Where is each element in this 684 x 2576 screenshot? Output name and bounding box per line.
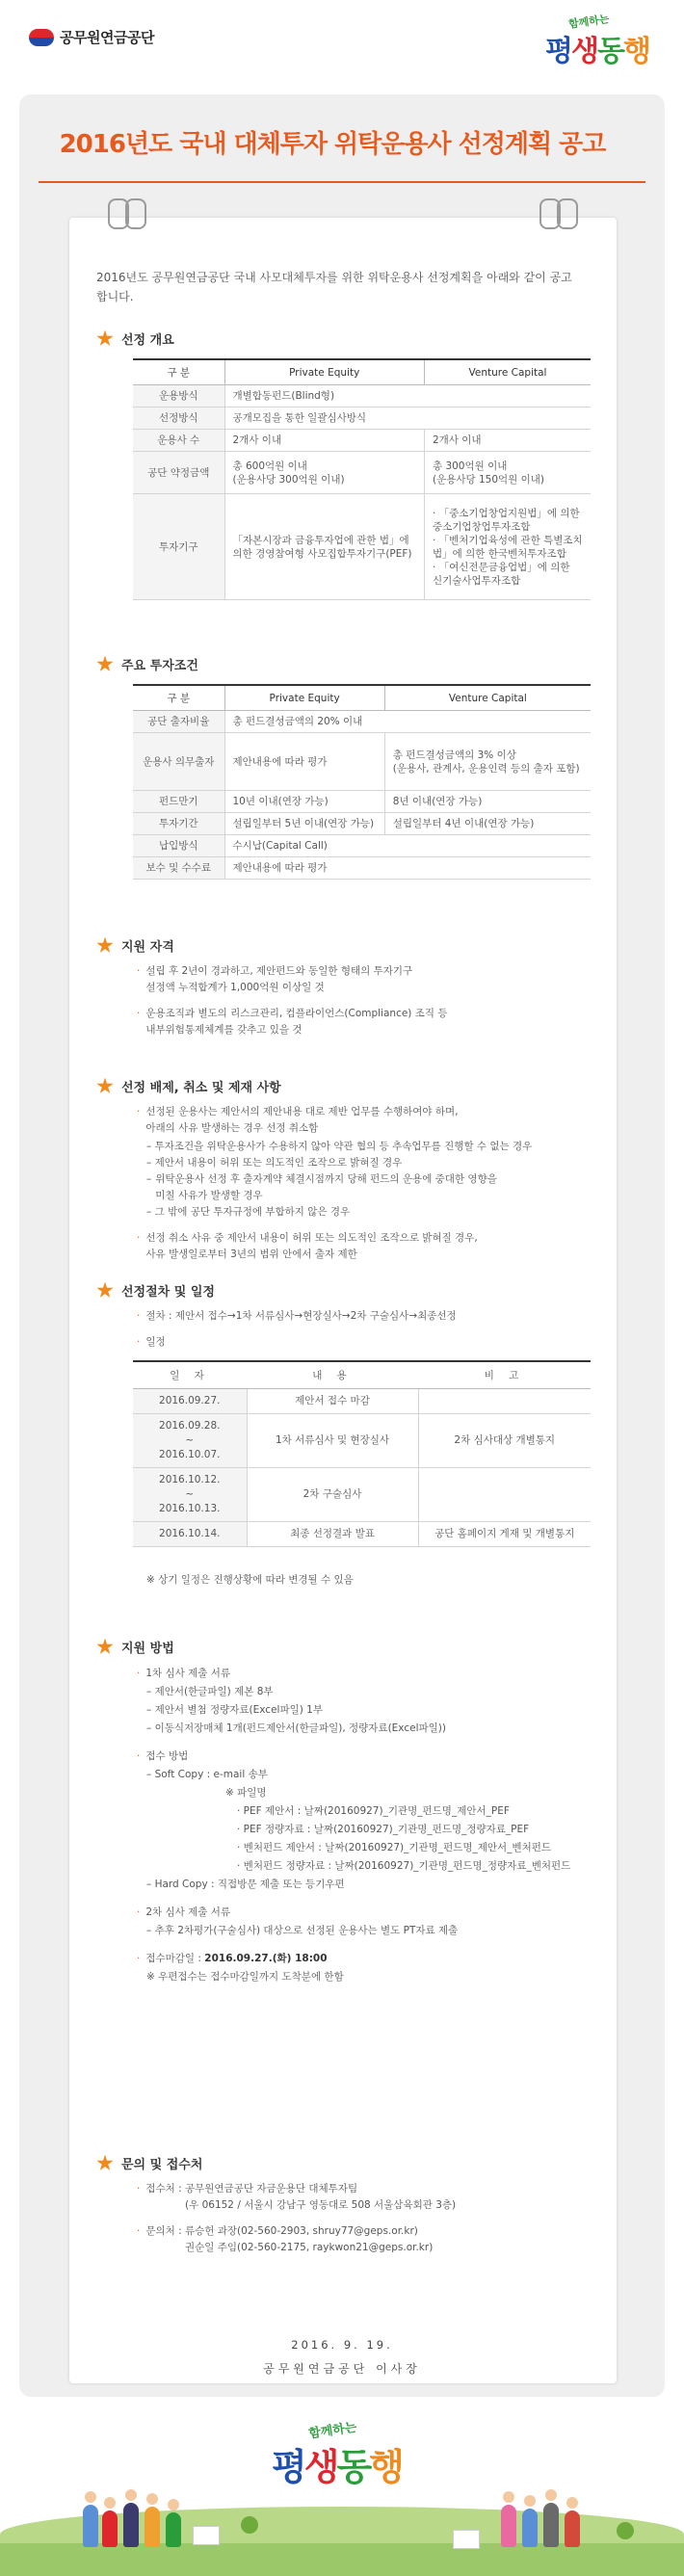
list-item: 권순일 주임(02-560-2175, raykwon21@geps.or.kr) (185, 2242, 434, 2253)
table-row: 투자기구 「자본시장과 금융투자업에 관한 법」에 의한 경영참여형 사모집합투자기구(PEF) · 「중소기업창업지원법」에 의한 중소기업창업투자조합 · 「벤처기업육성에 관한 특별조치법」에 의한 한국벤처투자조합 · 「여신전문금융업법」에 의한 신기술사업투자조합 (133, 494, 591, 600)
person-figure-icon (522, 2509, 538, 2547)
title-underline (39, 181, 645, 183)
list-item: · 벤처펀드 제안서 : 날짜(20160927)_기관명_펀드명_제안서_벤처펀드 (237, 1842, 552, 1853)
page-title: 2016년도 국내 대체투자 위탁운용사 선정계획 공고 (59, 130, 606, 159)
list-item: ※ 우편접수는 접수마감일까지 도착분에 한함 (146, 1971, 344, 1983)
table-row: 운용사 수 2개사 이내 2개사 이내 (133, 430, 591, 452)
list-item: · 접수 방법 (137, 1750, 189, 1762)
taegeuk-logo-icon (29, 29, 54, 46)
list-item: – 제안서 내용이 허위 또는 의도적인 조작으로 밝혀질 경우 (146, 1157, 403, 1169)
person-figure-icon (102, 2510, 118, 2547)
tree-icon (617, 2522, 634, 2539)
binder-ring-icon (125, 198, 146, 229)
list-item: · PEF 정량자료 : 날짜(20160927)_기관명_펀드명_정량자료_PEF (237, 1824, 530, 1835)
person-figure-icon (501, 2505, 516, 2547)
table-header: 구 분 (133, 685, 224, 711)
table-header: 구 분 (133, 359, 224, 385)
footer-brand-logo: 함께하는 평생동행 (272, 2420, 402, 2488)
schedule-table (133, 1360, 591, 1547)
list-item: – 제안서(한글파일) 제본 8부 (146, 1686, 274, 1697)
procedure-step: · 절차 : 제안서 접수→1차 서류심사→현장실사→2차 구술심사→최종선정 · 일정 (137, 1310, 457, 1348)
list-item: – 추후 2차평가(구술심사) 대상으로 선정된 운용사는 별도 PT자료 제출 (146, 1925, 459, 1936)
notice-date: 2016. 9. 19. (291, 2338, 393, 2352)
terms-table (133, 684, 591, 880)
header (0, 0, 684, 91)
list-item: – 위탁운용사 선정 후 출자계약 체결시점까지 당해 펀드의 운용에 중대한 영향을 미칠 사유가 발생할 경우 (146, 1173, 497, 1201)
table-row: 보수 및 수수료 제안내용에 따라 평가 (133, 857, 591, 880)
list-item: · 접수처 : 공무원연금공단 자금운용단 대체투자팀 (137, 2183, 358, 2195)
qualification-list (137, 963, 590, 1038)
brand-slogan-logo: 함께하는 평생동행 (545, 13, 649, 68)
star-bullet-icon (96, 1639, 114, 1656)
list-item: · 2차 심사 제출 서류 (137, 1906, 231, 1918)
list-item: – 제안서 별첨 정량자료(Excel파일) 1부 (146, 1704, 324, 1716)
table-header: Private Equity (224, 685, 384, 711)
list-item: ※ 파일명 (225, 1787, 267, 1799)
list-item: · 문의처 : 류승헌 과장(02-560-2903, shruy77@geps.or.kr) (137, 2225, 418, 2237)
list-item: · 설립 후 2년이 경과하고, 제안펀드와 동일한 형태의 투자기구 설정액 누적합계가 1,000억원 이상일 것 (137, 965, 413, 993)
intro-text: 2016년도 공무원연금공단 국내 사모대체투자를 위한 위탁운용사 선정계획을 아래와 같이 공고합니다. (96, 271, 572, 303)
apply-list (137, 1665, 599, 1986)
star-bullet-icon (96, 330, 114, 348)
list-item: · 벤처펀드 정량자료 : 날짜(20160927)_기관명_펀드명_정량자료_벤처펀드 (237, 1860, 571, 1872)
section-title-qualification: 지원 자격 (96, 936, 174, 955)
title-box (19, 106, 645, 183)
table-header: Venture Capital (424, 359, 591, 385)
list-item: · PEF 제안서 : 날짜(20160927)_기관명_펀드명_제안서_PEF (237, 1805, 510, 1817)
list-item: · 선정 취소 사유 중 제안서 내용이 허위 또는 의도적인 조작으로 밝혀질 경우, 사유 발생일로부터 3년의 범위 안에서 출자 제한 (137, 1232, 478, 1260)
person-figure-icon (123, 2503, 139, 2547)
table-row: 투자기간 설립일부터 5년 이내(연장 가능) 설립일부터 4년 이내(연장 가능) (133, 813, 591, 835)
person-figure-icon (166, 2512, 181, 2547)
table-row: 2016.09.27. 제안서 접수 마감 (133, 1389, 591, 1414)
table-row: 납입방식 수시납(Capital Call) (133, 835, 591, 857)
list-item: (우 06152 / 서울시 강남구 영동대로 508 서울삼육회관 3층) (185, 2199, 457, 2211)
contact-list (137, 2181, 599, 2256)
star-bullet-icon (96, 1282, 114, 1300)
org-logo[interactable] (29, 27, 154, 47)
org-name: 공무원연금공단 (60, 29, 154, 46)
section-title-overview: 선정 개요 (96, 329, 174, 348)
star-bullet-icon (96, 656, 114, 673)
house-icon (453, 2530, 480, 2549)
list-item: · 1차 심사 제출 서류 (137, 1668, 231, 1679)
table-header: Private Equity (224, 359, 424, 385)
exclusion-sub-list (137, 1139, 590, 1221)
table-header: Venture Capital (384, 685, 591, 711)
table-row: 공단 약정금액 총 600억원 이내 (운용사당 300억원 이내) 총 300억원 이내 (운용사당 150억원 이내) (133, 452, 591, 494)
section-title-terms: 주요 투자조건 (96, 655, 198, 673)
person-figure-icon (565, 2510, 580, 2547)
binder-ring-icon (557, 198, 578, 229)
star-bullet-icon (96, 2155, 114, 2172)
section-title-apply: 지원 방법 (96, 1638, 174, 1656)
table-header: 내 용 (247, 1361, 418, 1389)
list-item: – Hard Copy : 직접방문 제출 또는 등기우편 (146, 1879, 345, 1890)
tree-icon (241, 2516, 258, 2534)
list-item: – 그 밖에 공단 투자규정에 부합하지 않은 경우 (146, 1206, 351, 1218)
list-item: · 선정된 운용사는 제안서의 제안내용 대로 제반 업무를 수행하여야 하며, 아래의 사유 발생하는 경우 선정 취소함 (137, 1106, 459, 1134)
section-title-exclusion: 선정 배제, 취소 및 제재 사항 (96, 1077, 281, 1095)
list-item: – 투자조건을 위탁운용사가 수용하지 않아 약관 협의 등 추속업무를 진행할 수 없는 경우 (146, 1141, 533, 1152)
exclusion-list (137, 1104, 590, 1263)
schedule-note: ※ 상기 일정은 진행상황에 따라 변경될 수 있음 (146, 1574, 354, 1586)
table-row: 펀드만기 10년 이내(연장 가능) 8년 이내(연장 가능) (133, 791, 591, 813)
overview-table (133, 358, 591, 600)
list-item: – 이동식저장매체 1개(펀드제안서(한글파일), 정량자료(Excel파일)) (146, 1722, 446, 1734)
list-item: · 운용조직과 별도의 리스크관리, 컴플라이언스(Compliance) 조직 등 내부위험통제체계를 갖추고 있을 것 (137, 1008, 448, 1036)
table-row: 2016.10.12. ~ 2016.10.13. 2차 구술심사 (133, 1468, 591, 1522)
list-item: – Soft Copy : e-mail 송부 (146, 1769, 268, 1780)
footer-ground (0, 2543, 684, 2576)
notice-signature: 공무원연금공단 이사장 (263, 2362, 421, 2376)
person-figure-icon (543, 2503, 559, 2547)
section-title-contact: 문의 및 접수처 (96, 2154, 202, 2172)
star-bullet-icon (96, 937, 114, 955)
table-row: 운용사 의무출자 제안내용에 따라 평가 총 펀드결성금액의 3% 이상 (운용사, 관계사, 운용인력 등의 출자 포함) (133, 733, 591, 791)
table-row: 선정방식 공개모집을 통한 일괄심사방식 (133, 407, 591, 430)
person-figure-icon (83, 2505, 98, 2547)
section-title-procedure: 선정절차 및 일정 (96, 1281, 215, 1300)
house-icon (193, 2526, 220, 2545)
list-item: · 접수마감일 : 2016.09.27.(화) 18:00 (137, 1953, 328, 1964)
person-figure-icon (145, 2507, 160, 2547)
table-row: 공단 출자비율 총 펀드결성금액의 20% 이내 (133, 711, 591, 733)
table-header: 비 고 (418, 1361, 591, 1389)
table-row: 2016.09.28. ~ 2016.10.07. 1차 서류심사 및 현장실사 2차 심사대상 개별통지 (133, 1414, 591, 1468)
star-bullet-icon (96, 1078, 114, 1095)
table-row: 2016.10.14. 최종 선정결과 발표 공단 홈페이지 게재 및 개별통지 (133, 1522, 591, 1547)
table-row: 운용방식 개별합동펀드(Blind형) (133, 385, 591, 407)
table-header: 일 자 (133, 1361, 247, 1389)
